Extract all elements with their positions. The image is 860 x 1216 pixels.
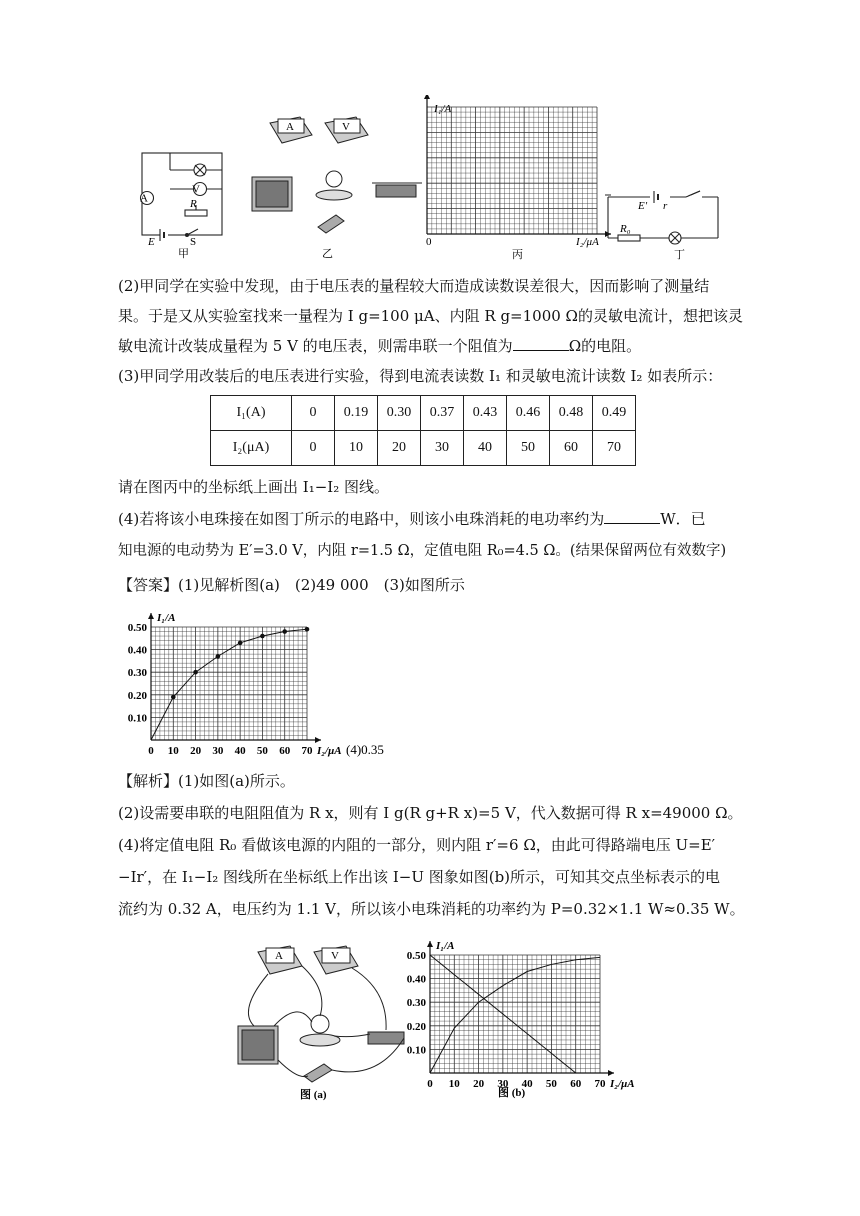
- x-axis-label: I₂/μA: [610, 1078, 635, 1090]
- table-row-head: I₂(μA): [211, 431, 292, 466]
- x-tick-label: 60: [279, 745, 291, 757]
- rheostat-label: R: [190, 198, 197, 210]
- q2-line3-b: Ω的电阻。: [568, 337, 642, 355]
- q4-line2: 知电源的电动势为 E′=3.0 V，内阻 r=1.5 Ω，定值电阻 R₀=4.5 Ω。(结果保留两位有效数字): [118, 543, 727, 559]
- table-cell: 0.49: [593, 396, 636, 431]
- y-tick-label: 0.50: [406, 950, 426, 962]
- y-tick-label: 0.40: [127, 644, 147, 657]
- apparatus-a: [238, 946, 404, 1082]
- data-table: [210, 395, 636, 466]
- circuit-ding: [608, 191, 718, 244]
- x-tick-label: 10: [167, 745, 179, 757]
- table-row: [211, 431, 636, 466]
- q2-line2: 果。于是又从实验室找来一量程为 I g=100 μA、内阻 R g=1000 Ω的灵敏电流计，想把该灵: [118, 307, 743, 325]
- table-cell: 0.48: [550, 396, 593, 431]
- grid-bing-x-axis: I₂/μA: [576, 236, 599, 248]
- x-axis-arrow: [608, 1070, 614, 1076]
- label-jia: 甲: [178, 247, 189, 260]
- y-axis-arrow: [424, 95, 430, 99]
- y-axis-arrow: [427, 941, 433, 947]
- emf-label: E: [148, 236, 155, 248]
- caption-b: 图 (b): [498, 1087, 526, 1099]
- table-cell: 40: [464, 431, 507, 466]
- voltmeter-label: V: [192, 183, 200, 196]
- apparatus-yi: [252, 117, 422, 233]
- meter-v-label: V: [342, 121, 350, 133]
- x-tick-label: 0: [427, 1078, 433, 1090]
- meter-v-label-b: V: [331, 950, 339, 962]
- answer-blank-q4[interactable]: [604, 509, 660, 524]
- y-axis-arrow: [148, 613, 154, 619]
- x-axis-label: I₂/μA: [317, 745, 342, 757]
- table-cell: 50: [507, 431, 550, 466]
- label-bing: 丙: [512, 248, 523, 261]
- x-axis-arrow: [315, 737, 321, 743]
- switch-label: S: [190, 236, 197, 248]
- q4-line1-a: (4)若将该小电珠接在如图丁所示的电路中，则该小电珠消耗的电功率约为: [118, 510, 605, 528]
- table-cell: 0.19: [335, 396, 378, 431]
- label-ding: 丁: [674, 248, 685, 261]
- x-tick-label: 30: [212, 745, 224, 757]
- y-axis-label: I₁/A: [157, 612, 176, 624]
- data-point: [171, 695, 176, 700]
- table-cell: 0: [292, 396, 335, 431]
- grid-bing: [424, 95, 611, 237]
- data-point: [216, 654, 221, 659]
- table-cell: 60: [550, 431, 593, 466]
- table-row: [211, 396, 636, 431]
- grid-bing-origin: 0: [426, 236, 432, 248]
- circuit-jia: [141, 153, 223, 241]
- caption-a: 图 (a): [300, 1089, 327, 1101]
- ding-r-label: r: [663, 200, 668, 212]
- answer-chart: [118, 600, 458, 760]
- y-tick-label: 0.50: [127, 622, 147, 634]
- grid-bing-y-axis: I₁/A: [434, 103, 452, 115]
- y-tick-label: 0.10: [127, 712, 147, 725]
- x-tick-label: 20: [473, 1078, 485, 1090]
- y-tick-label: 0.30: [406, 997, 426, 1010]
- x-tick-label: 50: [545, 1078, 557, 1090]
- analysis-line2: (2)设需要串联的电阻阻值为 R x，则有 I g(R g+R x)=5 V，代入数据可得 R x=49000 Ω。: [118, 804, 743, 822]
- data-point: [260, 634, 265, 639]
- q3-after: 请在图丙中的坐标纸上画出 I₁−I₂ 图线。: [118, 478, 389, 496]
- ammeter-label: A: [140, 192, 148, 205]
- table-cell: 0.37: [421, 396, 464, 431]
- data-point: [238, 641, 243, 646]
- analysis-line3: (4)将定值电阻 R₀ 看做该电源的内阻的一部分，则内阻 r′=6 Ω，由此可得路端电压 U=E′: [118, 836, 716, 854]
- ding-emf-label: E′: [638, 200, 648, 212]
- table-cell: 20: [378, 431, 421, 466]
- data-point: [305, 627, 310, 632]
- y-tick-label: 0.40: [406, 973, 426, 986]
- x-tick-label: 70: [594, 1078, 606, 1090]
- table-cell: 0.30: [378, 396, 421, 431]
- q2-line3: [118, 331, 738, 361]
- analysis-line1: 【解析】(1)如图(a)所示。: [118, 772, 295, 790]
- table-cell: 0.43: [464, 396, 507, 431]
- y-tick-label: 0.10: [406, 1044, 426, 1057]
- q4-line1-b: W．已: [660, 510, 706, 528]
- x-tick-label: 10: [448, 1078, 460, 1090]
- x-tick-label: 0: [148, 745, 154, 757]
- meter-a-label-b: A: [275, 950, 283, 962]
- figure-top: [130, 95, 730, 265]
- label-yi: 乙: [322, 247, 333, 260]
- fit-curve: [151, 629, 307, 740]
- answer-blank-q2[interactable]: [513, 336, 569, 351]
- answer-q4-value: (4)0.35: [346, 742, 384, 757]
- x-tick-label: 50: [256, 745, 268, 757]
- table-cell: 0.46: [507, 396, 550, 431]
- table-cell: 70: [593, 431, 636, 466]
- table-cell: 10: [335, 431, 378, 466]
- y-axis-label: I₁/A: [436, 940, 455, 952]
- y-tick-label: 0.20: [127, 689, 147, 702]
- x-tick-label: 20: [190, 745, 202, 757]
- ding-r0-label: R₀: [620, 223, 631, 235]
- x-tick-label: 40: [521, 1078, 533, 1090]
- answer-line: 【答案】(1)见解析图(a) (2)49 000 (3)如图所示: [118, 576, 465, 594]
- analysis-line4: −Ir′，在 I₁−I₂ 图线所在坐标纸上作出该 I−U 图象如图(b)所示，可知其交点坐标表示的电: [118, 868, 721, 886]
- analysis-line5: 流约为 0.32 A，电压约为 1.1 V，所以该小电珠消耗的功率约为 P=0.32×1.1 W≈0.35 W。: [118, 900, 745, 918]
- q4-line1: [118, 504, 738, 534]
- y-tick-label: 0.20: [406, 1020, 426, 1033]
- meter-a-label: A: [286, 121, 294, 133]
- table-cell: 0: [292, 431, 335, 466]
- x-tick-label: 40: [234, 745, 246, 757]
- table-cell: 30: [421, 431, 464, 466]
- q2-line3-a: 敏电流计改装成量程为 5 V 的电压表，则需串联一个阻值为: [118, 337, 513, 355]
- x-tick-label: 70: [301, 745, 313, 757]
- q2-line1: (2)甲同学在实验中发现，由于电压表的量程较大而造成读数误差很大，因而影响了测量结: [118, 277, 710, 295]
- table-row-head: I₁(A): [211, 396, 292, 431]
- y-tick-label: 0.30: [127, 667, 147, 680]
- x-tick-label: 60: [570, 1078, 582, 1090]
- q3-line1: (3)甲同学用改装后的电压表进行实验，得到电流表读数 I₁ 和灵敏电流计读数 I₂ 如表所示：: [118, 367, 723, 385]
- data-point: [193, 670, 198, 675]
- curve-i1-i2: [430, 957, 600, 1073]
- x-tick-label: 30: [497, 1078, 509, 1090]
- data-point: [282, 629, 287, 634]
- figure-bottom: [228, 930, 648, 1105]
